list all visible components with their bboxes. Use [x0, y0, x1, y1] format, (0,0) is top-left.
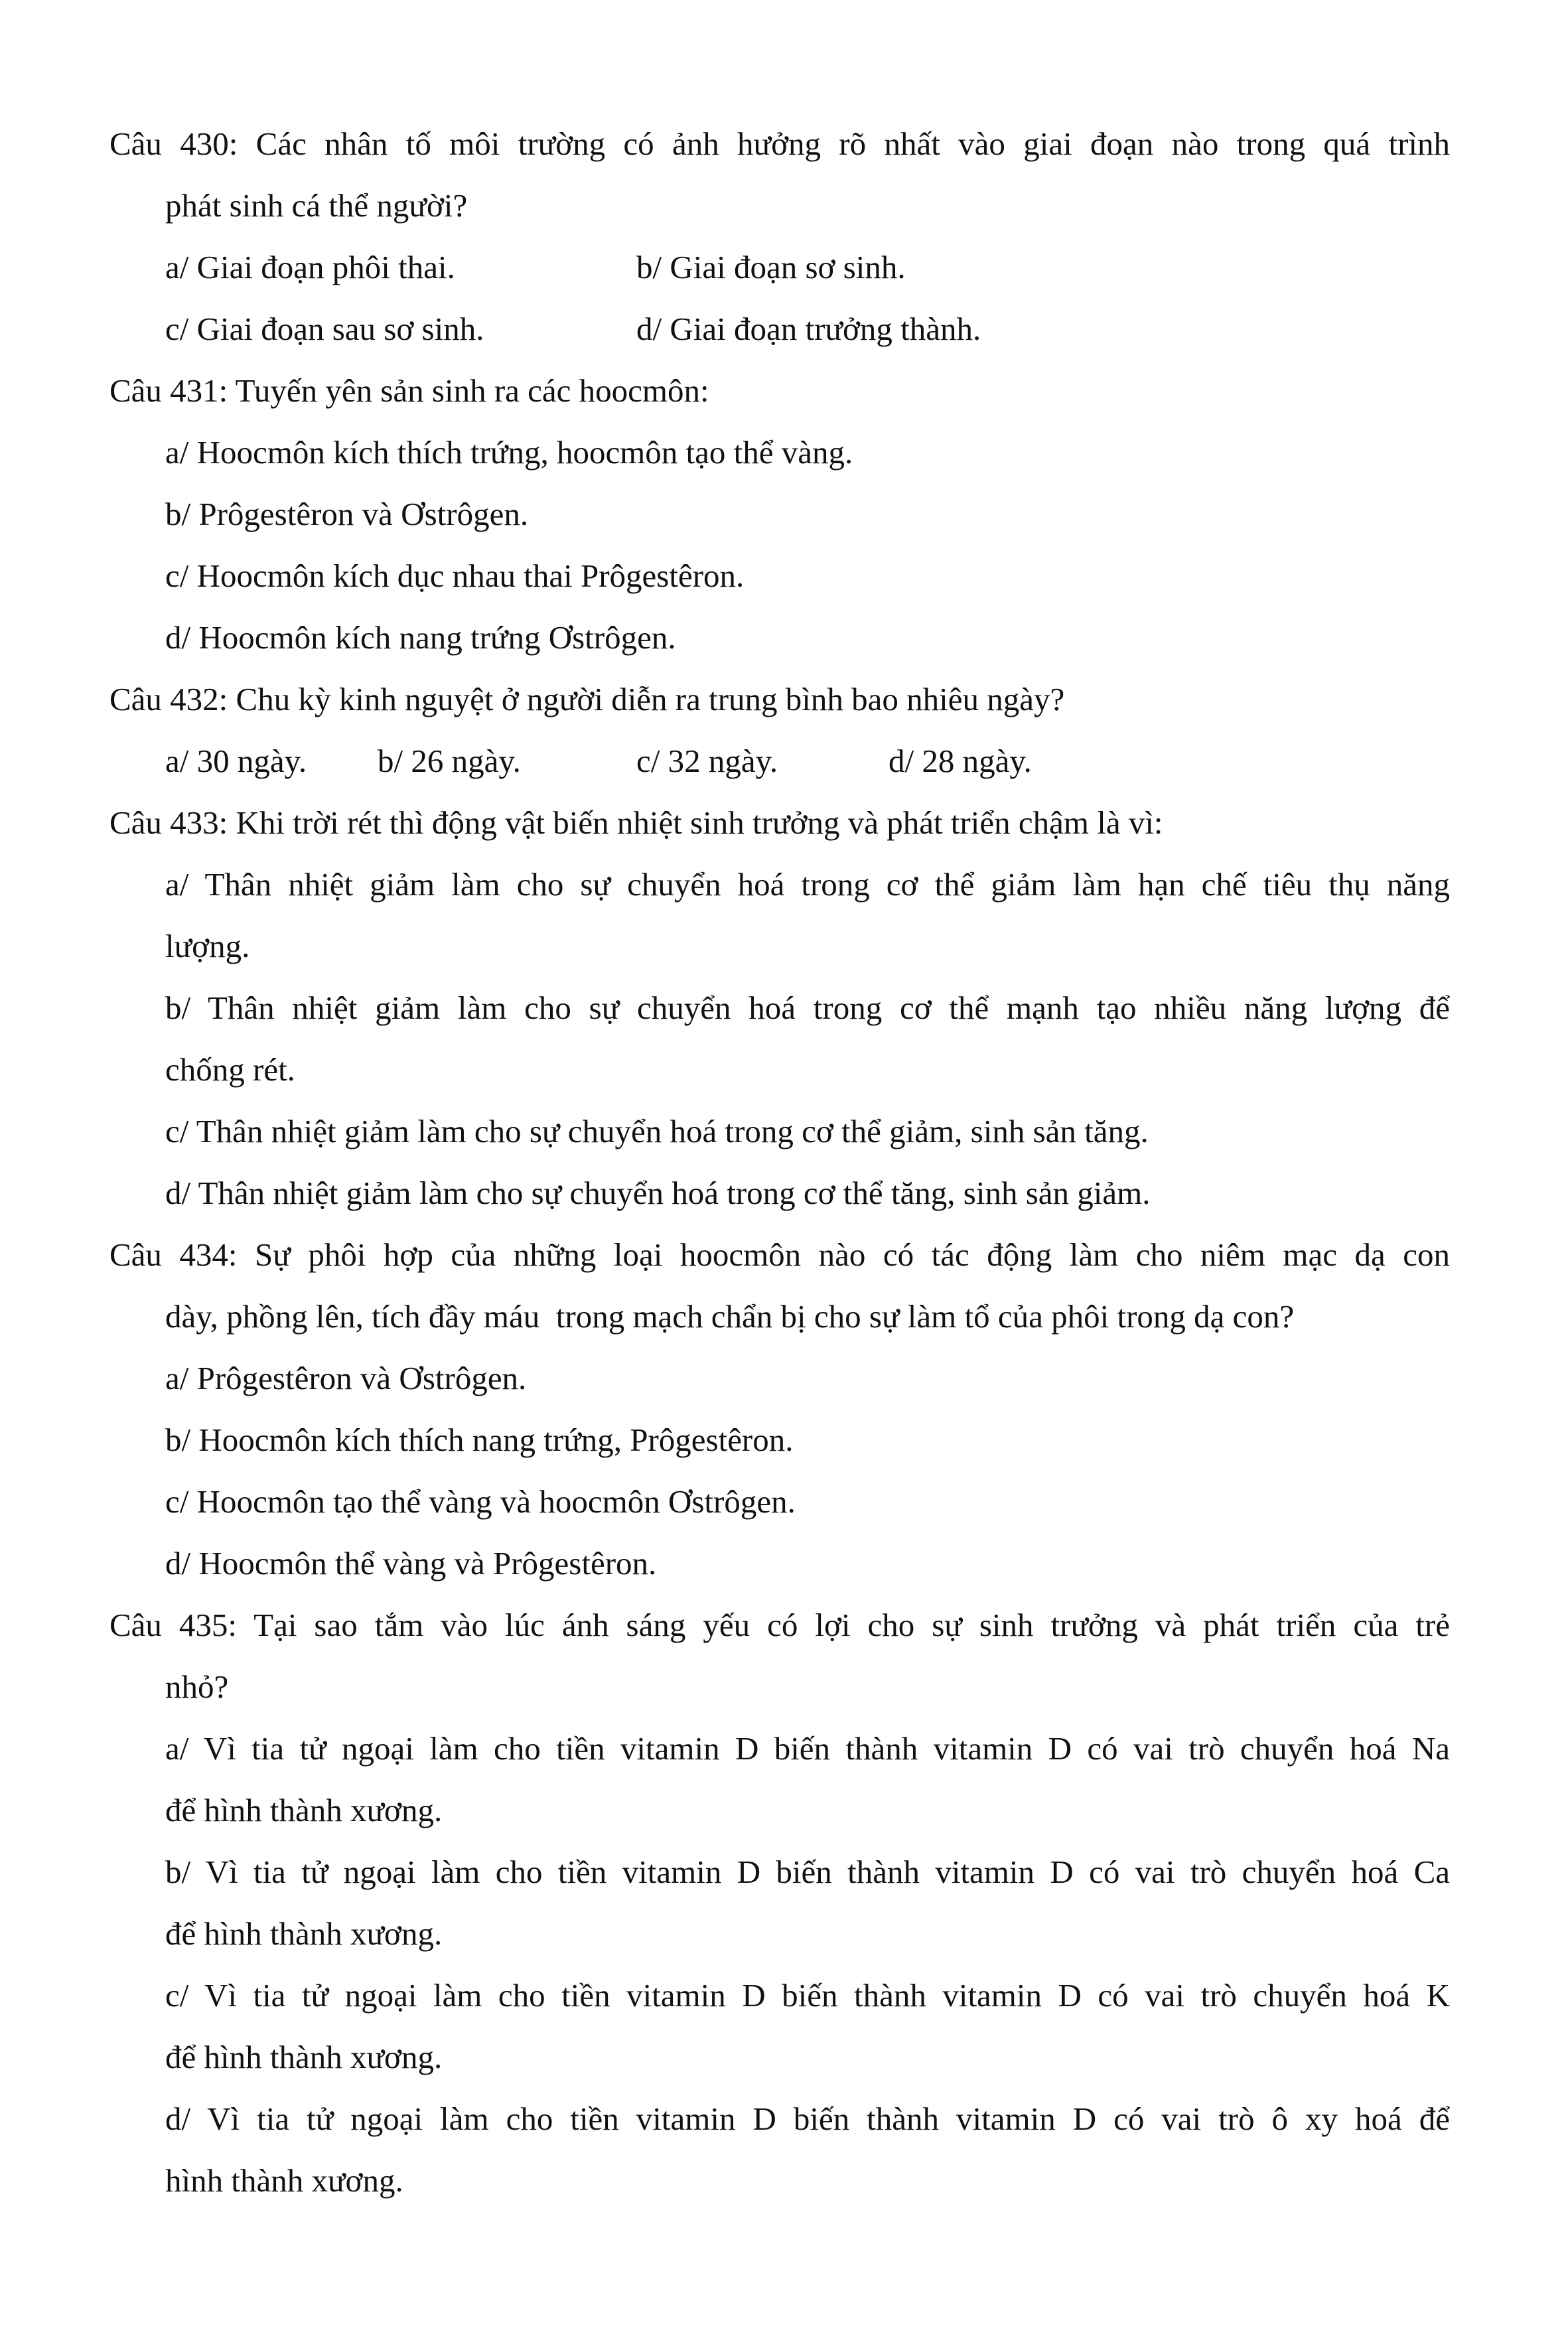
option-c-line-1: c/ Vì tia tử ngoại làm cho tiền vitamin D biến thành vitamin D có vai trò chuyển hoá K — [165, 1977, 1450, 2014]
option-b-line-1: b/ Thân nhiệt giảm làm cho sự chuyển hoá trong cơ thể mạnh tạo nhiều năng lượng để — [165, 990, 1450, 1026]
option-d: d/ Hoocmôn kích nang trứng Ơstrôgen. — [165, 619, 676, 656]
question-435-stem-line-1: Câu 435: Tại sao tắm vào lúc ánh sáng yếu có lợi cho sự sinh trưởng và phát triển của trẻ — [109, 1607, 1450, 1643]
question-431 — [109, 360, 1450, 668]
question-433-stem: Câu 433: Khi trời rét thì động vật biến nhiệt sinh trưởng và phát triển chậm là vì: — [109, 804, 1163, 841]
option-a-line-1: a/ Vì tia tử ngoại làm cho tiền vitamin D biến thành vitamin D có vai trò chuyển hoá Na — [165, 1730, 1450, 1767]
question-434-stem-line-2: dày, phồng lên, tích đầy máu trong mạch chẩn bị cho sự làm tổ của phôi trong dạ con? — [165, 1298, 1295, 1335]
question-432-options-row — [109, 730, 1450, 792]
option-d: d/ Thân nhiệt giảm làm cho sự chuyển hoá trong cơ thể tăng, sinh sản giảm. — [165, 1175, 1151, 1211]
option-a: a/ Prôgestêron và Ơstrôgen. — [165, 1360, 527, 1396]
question-432-stem: Câu 432: Chu kỳ kinh nguyệt ở người diễn ra trung bình bao nhiêu ngày? — [109, 681, 1065, 717]
option-a-line-1: a/ Thân nhiệt giảm làm cho sự chuyển hoá trong cơ thể giảm làm hạn chế tiêu thụ năng — [165, 866, 1450, 903]
question-435 — [109, 1594, 1450, 2211]
option-b: b/ Giai đoạn sơ sinh. — [636, 249, 906, 285]
option-b: b/ Prôgestêron và Ơstrôgen. — [165, 496, 529, 532]
option-c: c/ Thân nhiệt giảm làm cho sự chuyển hoá trong cơ thể giảm, sinh sản tăng. — [165, 1113, 1149, 1149]
option-a: a/ Giai đoạn phôi thai. — [165, 249, 455, 285]
document-page — [109, 113, 1450, 2211]
option-c: c/ Hoocmôn kích dục nhau thai Prôgestêron. — [165, 557, 745, 594]
option-c: c/ Hoocmôn tạo thể vàng và hoocmôn Ơstrôgen. — [165, 1483, 796, 1520]
option-b-line-2: chống rét. — [165, 1051, 295, 1088]
option-a: a/ 30 ngày. — [165, 743, 307, 779]
question-435-stem-line-2: nhỏ? — [165, 1668, 229, 1705]
option-b-line-1: b/ Vì tia tử ngoại làm cho tiền vitamin D biến thành vitamin D có vai trò chuyển hoá Ca — [165, 1854, 1450, 1890]
option-b-line-2: để hình thành xương. — [165, 1915, 443, 1952]
option-b: b/ 26 ngày. — [378, 743, 521, 779]
question-434 — [109, 1224, 1450, 1594]
option-d: d/ Hoocmôn thể vàng và Prôgestêron. — [165, 1545, 657, 1581]
option-a: a/ Hoocmôn kích thích trứng, hoocmôn tạo thể vàng. — [165, 434, 853, 471]
question-430-stem-line-1: Câu 430: Các nhân tố môi trường có ảnh hưởng rõ nhất vào giai đoạn nào trong quá trình — [109, 125, 1450, 162]
option-d-line-1: d/ Vì tia tử ngoại làm cho tiền vitamin D biến thành vitamin D có vai trò ô xy hoá để — [165, 2100, 1450, 2137]
option-c-line-2: để hình thành xương. — [165, 2039, 443, 2075]
option-c: c/ 32 ngày. — [636, 743, 778, 779]
option-b: b/ Hoocmôn kích thích nang trứng, Prôgestêron. — [165, 1422, 794, 1458]
question-433 — [109, 792, 1450, 1224]
question-434-stem-line-1: Câu 434: Sự phôi hợp của những loại hoocmôn nào có tác động làm cho niêm mạc dạ con — [109, 1236, 1450, 1273]
question-430-options-row-1 — [109, 236, 1450, 298]
question-430 — [109, 113, 1450, 360]
option-d-line-2: hình thành xương. — [165, 2162, 403, 2199]
option-c: c/ Giai đoạn sau sơ sinh. — [165, 311, 484, 347]
question-432 — [109, 668, 1450, 792]
question-431-stem: Câu 431: Tuyến yên sản sinh ra các hoocmôn: — [109, 372, 709, 409]
option-a-line-2: lượng. — [165, 928, 250, 964]
option-a-line-2: để hình thành xương. — [165, 1792, 443, 1828]
option-d: d/ 28 ngày. — [889, 743, 1032, 779]
question-430-stem-line-2: phát sinh cá thể người? — [165, 187, 468, 224]
question-430-options-row-2 — [109, 298, 1450, 360]
option-d: d/ Giai đoạn trưởng thành. — [636, 311, 981, 347]
